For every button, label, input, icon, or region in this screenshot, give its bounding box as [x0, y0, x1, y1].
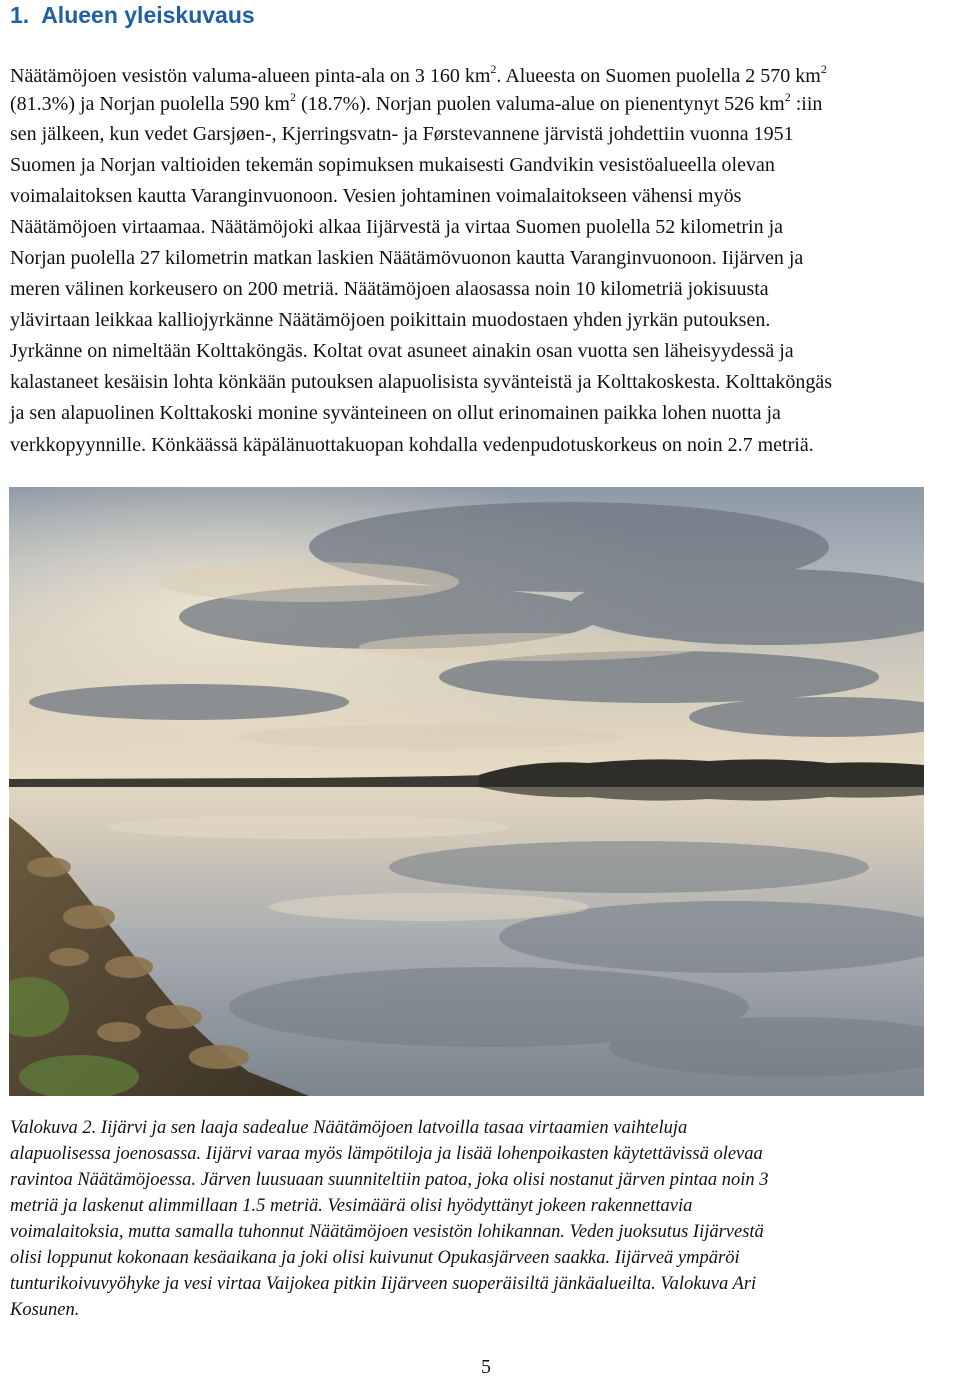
body-line: Norjan puolella 27 kilometrin matkan laskien Näätämövuonon kautta Varanginvuonoon. Iijärven ja — [10, 247, 804, 269]
page-number: 5 — [481, 1356, 491, 1378]
body-line: Jyrkänne on nimeltään Kolttaköngäs. Koltat ovat asuneet ainakin osan vuotta sen läheisyydessä ja — [10, 340, 794, 362]
body-line: meren välinen korkeusero on 200 metriä. Näätämöjoen alaosassa noin 10 kilometriä jokisuusta — [10, 278, 769, 300]
body-line: Näätämöjoen virtaamaa. Näätämöjoki alkaa Iijärvestä ja virtaa Suomen puolella 52 kilometrin ja — [10, 216, 784, 238]
body-line: ylävirtaan leikkaa kalliojyrkänne Näätämöjoen poikittain muodostaen yhden jyrkän putouksen. — [10, 309, 771, 331]
lake-photo — [9, 487, 924, 1096]
section-title: Alueen yleiskuvaus — [41, 2, 255, 28]
body-line: Suomen ja Norjan valtioiden tekemän sopimuksen mukaisesti Gandvikin vesistöalueella olevan — [10, 154, 775, 176]
body-line: (81.3%) ja Norjan puolella 590 $km^2$ (18.7%). Norjan puolen valuma-alue on pienentynyt 526 $km^2$ :iin — [10, 90, 823, 115]
caption-line: Kosunen. — [10, 1300, 80, 1320]
caption-line: tunturikoivuvyöhyke ja vesi virtaa Vaijokea pitkin Iijärveen suoperäisiltä jänkäalueilta. Valokuva Ari — [10, 1274, 757, 1294]
body-line: sen jälkeen, kun vedet Garsjøen-, Kjerringsvatn- ja Førstevannene järvistä johdettiin vuonna 1951 — [10, 123, 794, 145]
body-line: Näätämöjoen vesistön valuma-alueen pinta-ala on 3 160 $km^2$. Alueesta on Suomen puolella 2 570 $km^2$ — [10, 62, 827, 87]
caption-line: metriä ja laskenut alimmillaan 1.5 metriä. Vesimäärä olisi hyödyttänyt jokeen rakennettavia — [10, 1196, 693, 1216]
section-heading — [10, 0, 255, 30]
caption-line: alapuolisessa joenosassa. Iijärvi varaa myös lämpötiloja ja lisää lohenpoikasten käytettävissä olevaa — [10, 1144, 763, 1164]
body-line: kalastaneet kesäisin lohta könkään putouksen alapuolisista syvänteistä ja Kolttakoskesta. Kolttaköngäs — [10, 371, 833, 393]
section-number: 1. — [10, 2, 30, 28]
caption-line: olisi loppunut kokonaan kesäaikana ja joki olisi kuivunut Opukasjärveen saakka. Iijärveä ympäröi — [10, 1248, 740, 1268]
caption-line: ravintoa Näätämöjoessa. Järven luusuaan suunniteltiin patoa, joka olisi nostanut järven pintaa noin 3 — [10, 1170, 769, 1190]
caption-line: Valokuva 2. Iijärvi ja sen laaja sadealue Näätämöjoen latvoilla tasaa virtaamien vaihteluja — [10, 1118, 688, 1138]
body-line: voimalaitoksen kautta Varanginvuonoon. Vesien johtaminen voimalaitokseen vähensi myös — [10, 185, 742, 207]
body-line: verkkopyynnille. Könkäässä käpälänuottakuopan kohdalla vedenpudotuskorkeus on noin 2.7 metriä. — [10, 434, 814, 456]
caption-line: voimalaitoksia, mutta samalla tuhonnut Näätämöjoen vesistön lohikannan. Veden juoksutus Iijärvestä — [10, 1222, 764, 1242]
body-line: ja sen alapuolinen Kolttakoski monine syvänteineen on ollut erinomainen paikka lohen nuotta ja — [10, 402, 781, 424]
